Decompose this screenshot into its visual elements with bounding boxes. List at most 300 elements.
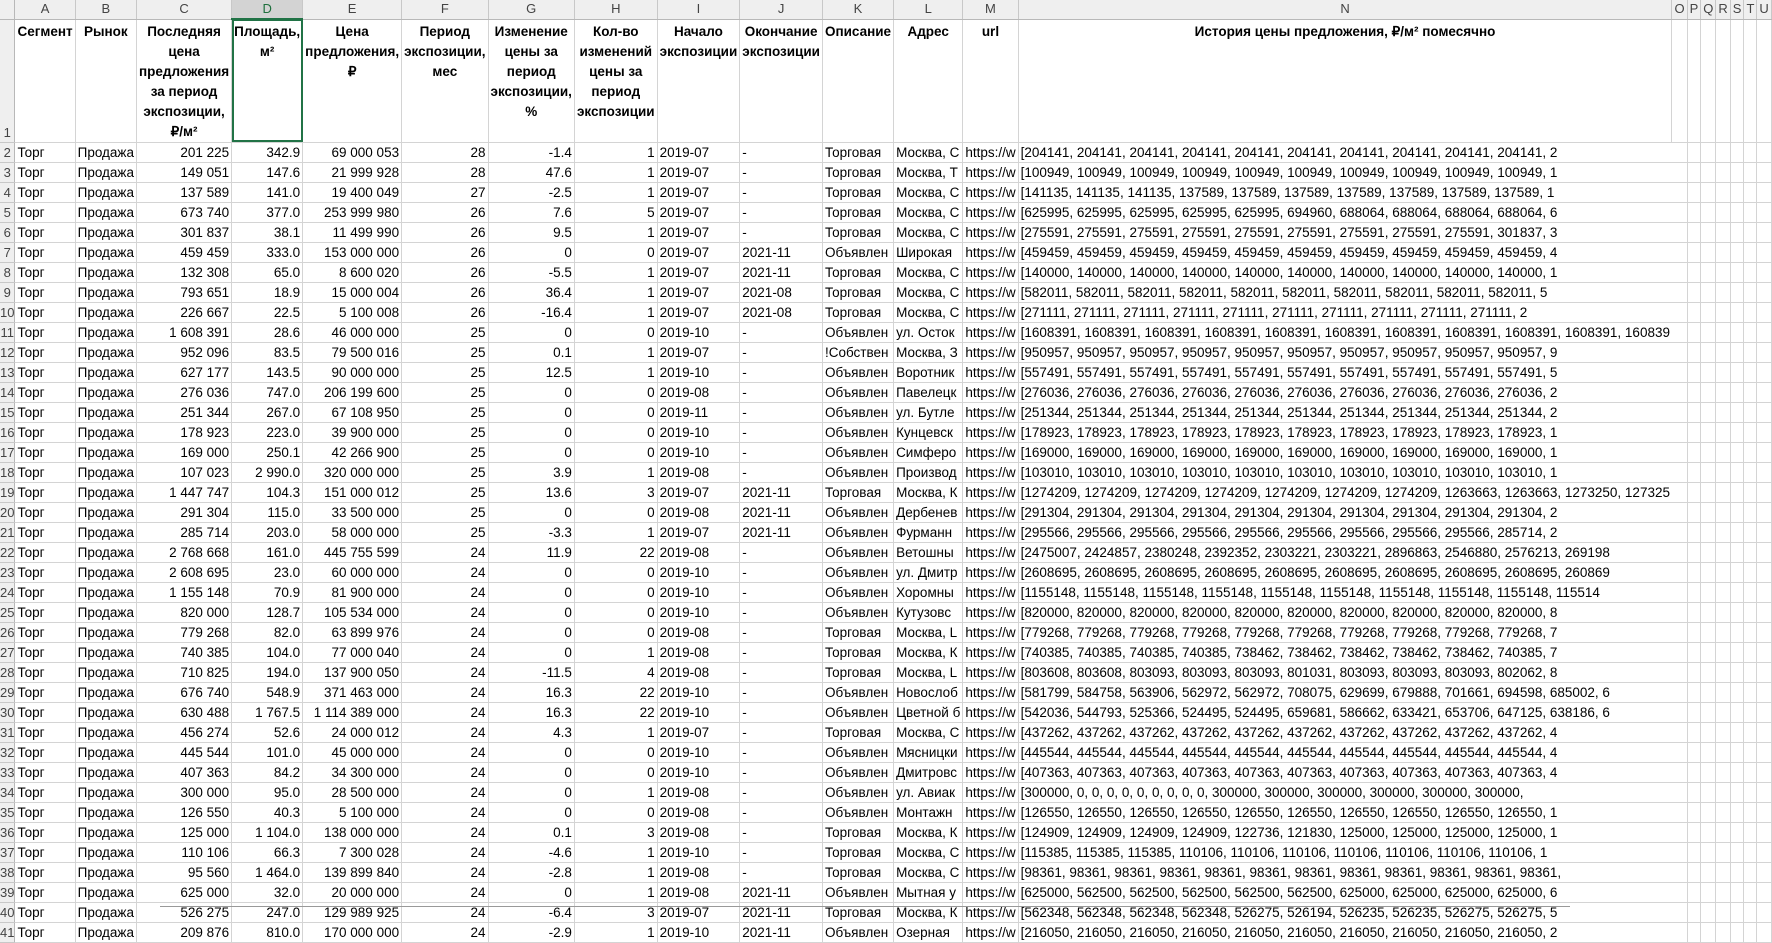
table-cell[interactable]: 151 000 012 <box>303 482 402 502</box>
table-cell[interactable]: [562348, 562348, 562348, 562348, 526275, 526194, 526235, 526235, 526275, 526275, 5 <box>1018 902 1672 922</box>
table-cell[interactable]: Хоромны <box>894 582 963 602</box>
table-cell[interactable]: Торговая <box>822 222 893 242</box>
header-cell[interactable] <box>1687 19 1701 142</box>
table-cell[interactable]: 2019-10 <box>657 682 740 702</box>
table-cell[interactable] <box>1701 482 1716 502</box>
table-cell[interactable]: [459459, 459459, 459459, 459459, 459459, 459459, 459459, 459459, 459459, 459459, 4 <box>1018 242 1672 262</box>
table-cell[interactable] <box>1757 522 1771 542</box>
table-cell[interactable]: Объявлен <box>822 682 893 702</box>
table-cell[interactable]: https://w <box>963 742 1018 762</box>
column-header-q[interactable]: Q <box>1701 0 1716 19</box>
table-cell[interactable]: 5 <box>574 202 657 222</box>
table-cell[interactable] <box>1701 682 1716 702</box>
row-header[interactable]: 15 <box>0 402 15 422</box>
table-cell[interactable]: Симферо <box>894 442 963 462</box>
table-cell[interactable]: Широкая <box>894 242 963 262</box>
table-cell[interactable]: 19 400 049 <box>303 182 402 202</box>
table-cell[interactable]: https://w <box>963 442 1018 462</box>
table-cell[interactable]: Торг <box>15 302 75 322</box>
table-cell[interactable]: 2019-08 <box>657 542 740 562</box>
table-cell[interactable]: 132 308 <box>136 262 231 282</box>
table-cell[interactable]: 0 <box>488 602 574 622</box>
table-cell[interactable]: - <box>740 402 823 422</box>
table-cell[interactable] <box>1744 142 1757 162</box>
table-cell[interactable]: - <box>740 602 823 622</box>
table-cell[interactable]: 251 344 <box>136 402 231 422</box>
header-cell[interactable]: url <box>963 19 1018 142</box>
table-cell[interactable]: - <box>740 142 823 162</box>
table-cell[interactable]: Продажа <box>75 922 136 942</box>
row-header[interactable]: 24 <box>0 582 15 602</box>
table-cell[interactable] <box>1757 502 1771 522</box>
table-cell[interactable]: -4.6 <box>488 842 574 862</box>
table-cell[interactable] <box>1672 202 1687 222</box>
table-cell[interactable] <box>1687 582 1701 602</box>
table-cell[interactable]: [820000, 820000, 820000, 820000, 820000, 820000, 820000, 820000, 820000, 820000, 8 <box>1018 602 1672 622</box>
table-cell[interactable]: 301 837 <box>136 222 231 242</box>
table-cell[interactable] <box>1687 542 1701 562</box>
table-cell[interactable]: [1274209, 1274209, 1274209, 1274209, 1274209, 1274209, 1274209, 1263663, 1263663, 1273250, 127325 <box>1018 482 1672 502</box>
table-cell[interactable]: 23.0 <box>232 562 303 582</box>
table-cell[interactable]: Торг <box>15 502 75 522</box>
table-cell[interactable]: https://w <box>963 682 1018 702</box>
table-cell[interactable]: 27 <box>402 182 488 202</box>
table-cell[interactable]: 0 <box>488 762 574 782</box>
table-cell[interactable]: 1 <box>574 362 657 382</box>
table-cell[interactable] <box>1757 802 1771 822</box>
table-cell[interactable]: Продажа <box>75 162 136 182</box>
table-cell[interactable] <box>1672 302 1687 322</box>
table-cell[interactable] <box>1757 202 1771 222</box>
table-cell[interactable]: 153 000 000 <box>303 242 402 262</box>
table-cell[interactable]: 1 <box>574 222 657 242</box>
table-cell[interactable]: 39 900 000 <box>303 422 402 442</box>
table-cell[interactable]: - <box>740 382 823 402</box>
table-cell[interactable]: 16.3 <box>488 682 574 702</box>
table-cell[interactable]: https://w <box>963 202 1018 222</box>
table-cell[interactable]: Торг <box>15 522 75 542</box>
column-header-o[interactable]: O <box>1672 0 1687 19</box>
table-cell[interactable] <box>1672 722 1687 742</box>
table-cell[interactable]: 149 051 <box>136 162 231 182</box>
table-cell[interactable]: Торг <box>15 922 75 942</box>
table-cell[interactable] <box>1716 562 1730 582</box>
table-cell[interactable]: 201 225 <box>136 142 231 162</box>
table-cell[interactable]: - <box>740 722 823 742</box>
table-cell[interactable] <box>1672 282 1687 302</box>
table-cell[interactable]: 0 <box>574 582 657 602</box>
table-cell[interactable] <box>1716 302 1730 322</box>
table-cell[interactable]: Продажа <box>75 142 136 162</box>
table-cell[interactable]: 2019-10 <box>657 842 740 862</box>
column-header-p[interactable]: P <box>1687 0 1701 19</box>
table-cell[interactable]: Объявлен <box>822 362 893 382</box>
table-cell[interactable]: [124909, 124909, 124909, 124909, 122736, 121830, 125000, 125000, 125000, 125000, 1 <box>1018 822 1672 842</box>
row-header[interactable]: 16 <box>0 422 15 442</box>
table-cell[interactable]: [169000, 169000, 169000, 169000, 169000, 169000, 169000, 169000, 169000, 169000, 1 <box>1018 442 1672 462</box>
table-cell[interactable]: Москва, L <box>894 622 963 642</box>
table-cell[interactable]: Торг <box>15 682 75 702</box>
table-cell[interactable]: 126 550 <box>136 802 231 822</box>
table-cell[interactable]: 342.9 <box>232 142 303 162</box>
table-cell[interactable] <box>1716 762 1730 782</box>
table-cell[interactable]: ул. Авиак <box>894 782 963 802</box>
table-cell[interactable] <box>1730 362 1744 382</box>
table-cell[interactable]: 276 036 <box>136 382 231 402</box>
header-cell[interactable]: Начало экспозиции <box>657 19 740 142</box>
table-cell[interactable]: [141135, 141135, 141135, 137589, 137589, 137589, 137589, 137589, 137589, 137589, 1 <box>1018 182 1672 202</box>
table-cell[interactable]: https://w <box>963 582 1018 602</box>
row-header[interactable]: 4 <box>0 182 15 202</box>
table-cell[interactable]: 625 000 <box>136 882 231 902</box>
table-cell[interactable]: -5.5 <box>488 262 574 282</box>
table-cell[interactable]: 0 <box>488 242 574 262</box>
table-cell[interactable]: 11.9 <box>488 542 574 562</box>
column-header-s[interactable]: S <box>1730 0 1744 19</box>
table-cell[interactable] <box>1687 702 1701 722</box>
table-cell[interactable]: - <box>740 662 823 682</box>
table-cell[interactable]: 223.0 <box>232 422 303 442</box>
table-cell[interactable]: Продажа <box>75 482 136 502</box>
header-cell[interactable] <box>1716 19 1730 142</box>
table-cell[interactable]: https://w <box>963 322 1018 342</box>
table-cell[interactable]: Новослоб <box>894 682 963 702</box>
table-cell[interactable] <box>1744 222 1757 242</box>
table-cell[interactable]: 21 999 928 <box>303 162 402 182</box>
table-cell[interactable] <box>1716 342 1730 362</box>
table-cell[interactable] <box>1672 142 1687 162</box>
table-cell[interactable]: -16.4 <box>488 302 574 322</box>
table-cell[interactable] <box>1687 662 1701 682</box>
table-cell[interactable]: 22 <box>574 682 657 702</box>
table-cell[interactable] <box>1672 362 1687 382</box>
table-cell[interactable]: 90 000 000 <box>303 362 402 382</box>
table-cell[interactable]: [1155148, 1155148, 1155148, 1155148, 1155148, 1155148, 1155148, 1155148, 1155148, 115514 <box>1018 582 1672 602</box>
table-cell[interactable]: 253 999 980 <box>303 202 402 222</box>
table-cell[interactable]: 740 385 <box>136 642 231 662</box>
table-cell[interactable]: -3.3 <box>488 522 574 542</box>
table-cell[interactable] <box>1744 542 1757 562</box>
header-cell[interactable] <box>1672 19 1687 142</box>
table-cell[interactable]: 28 500 000 <box>303 782 402 802</box>
table-cell[interactable]: Объявлен <box>822 922 893 942</box>
table-cell[interactable]: 630 488 <box>136 702 231 722</box>
table-cell[interactable] <box>1757 842 1771 862</box>
table-cell[interactable] <box>1730 902 1744 922</box>
table-cell[interactable]: Торг <box>15 602 75 622</box>
table-cell[interactable]: 2019-07 <box>657 222 740 242</box>
table-cell[interactable]: 2019-10 <box>657 442 740 462</box>
table-cell[interactable]: - <box>740 822 823 842</box>
table-cell[interactable] <box>1701 502 1716 522</box>
table-cell[interactable]: Продажа <box>75 602 136 622</box>
table-cell[interactable] <box>1757 142 1771 162</box>
table-cell[interactable]: https://w <box>963 162 1018 182</box>
column-header-e[interactable]: E <box>303 0 402 19</box>
table-cell[interactable] <box>1687 282 1701 302</box>
table-cell[interactable]: - <box>740 182 823 202</box>
table-cell[interactable] <box>1701 802 1716 822</box>
table-cell[interactable]: - <box>740 782 823 802</box>
table-cell[interactable] <box>1716 322 1730 342</box>
table-cell[interactable]: Объявлен <box>822 582 893 602</box>
table-cell[interactable]: 8 600 020 <box>303 262 402 282</box>
table-cell[interactable]: 0 <box>488 402 574 422</box>
table-cell[interactable] <box>1757 162 1771 182</box>
table-cell[interactable]: 143.5 <box>232 362 303 382</box>
header-cell[interactable]: Кол-во изменений цены за период экспозиции <box>574 19 657 142</box>
table-cell[interactable] <box>1672 642 1687 662</box>
table-cell[interactable]: 2 990.0 <box>232 462 303 482</box>
table-cell[interactable]: 320 000 000 <box>303 462 402 482</box>
table-cell[interactable]: Москва, С <box>894 222 963 242</box>
table-cell[interactable]: [300000, 0, 0, 0, 0, 0, 0, 0, 0, 0, 300000, 300000, 300000, 300000, 300000, 300000, <box>1018 782 1672 802</box>
table-cell[interactable]: 2019-10 <box>657 582 740 602</box>
table-cell[interactable]: [216050, 216050, 216050, 216050, 216050, 216050, 216050, 216050, 216050, 216050, 2 <box>1018 922 1672 942</box>
table-cell[interactable] <box>1757 882 1771 902</box>
column-header-k[interactable]: K <box>822 0 893 19</box>
table-cell[interactable] <box>1757 322 1771 342</box>
table-cell[interactable]: 2019-08 <box>657 622 740 642</box>
row-header[interactable]: 18 <box>0 462 15 482</box>
table-cell[interactable]: 1 155 148 <box>136 582 231 602</box>
table-cell[interactable]: 0 <box>574 602 657 622</box>
table-cell[interactable]: 676 740 <box>136 682 231 702</box>
header-cell[interactable] <box>1730 19 1744 142</box>
table-cell[interactable]: - <box>740 842 823 862</box>
table-cell[interactable]: 83.5 <box>232 342 303 362</box>
table-cell[interactable]: Торг <box>15 622 75 642</box>
table-cell[interactable]: Торг <box>15 702 75 722</box>
table-cell[interactable] <box>1687 622 1701 642</box>
table-cell[interactable] <box>1730 822 1744 842</box>
table-cell[interactable] <box>1672 882 1687 902</box>
table-cell[interactable]: [779268, 779268, 779268, 779268, 779268, 779268, 779268, 779268, 779268, 779268, 7 <box>1018 622 1672 642</box>
table-cell[interactable] <box>1687 902 1701 922</box>
table-cell[interactable]: 1 <box>574 882 657 902</box>
table-cell[interactable]: 104.3 <box>232 482 303 502</box>
table-cell[interactable]: Торговая <box>822 842 893 862</box>
table-cell[interactable]: 24 <box>402 662 488 682</box>
table-cell[interactable]: Торг <box>15 342 75 362</box>
table-cell[interactable]: https://w <box>963 702 1018 722</box>
table-cell[interactable]: 0 <box>488 562 574 582</box>
table-cell[interactable]: -1.4 <box>488 142 574 162</box>
table-cell[interactable] <box>1744 742 1757 762</box>
table-cell[interactable] <box>1687 722 1701 742</box>
table-cell[interactable] <box>1744 402 1757 422</box>
table-cell[interactable] <box>1757 922 1771 942</box>
table-cell[interactable]: Торг <box>15 782 75 802</box>
table-cell[interactable] <box>1730 502 1744 522</box>
table-cell[interactable]: https://w <box>963 222 1018 242</box>
table-cell[interactable] <box>1672 842 1687 862</box>
table-cell[interactable]: 0.1 <box>488 822 574 842</box>
table-cell[interactable]: Торг <box>15 722 75 742</box>
table-cell[interactable]: 11 499 990 <box>303 222 402 242</box>
table-cell[interactable]: 25 <box>402 362 488 382</box>
table-cell[interactable]: 24 <box>402 702 488 722</box>
table-cell[interactable] <box>1672 502 1687 522</box>
table-cell[interactable] <box>1687 802 1701 822</box>
table-cell[interactable]: 26 <box>402 202 488 222</box>
table-cell[interactable]: 267.0 <box>232 402 303 422</box>
table-cell[interactable] <box>1687 862 1701 882</box>
table-cell[interactable]: 26 <box>402 222 488 242</box>
row-header[interactable]: 40 <box>0 902 15 922</box>
table-cell[interactable]: -11.5 <box>488 662 574 682</box>
table-cell[interactable] <box>1716 542 1730 562</box>
table-cell[interactable] <box>1687 922 1701 942</box>
row-header[interactable]: 22 <box>0 542 15 562</box>
table-cell[interactable]: Москва, С <box>894 182 963 202</box>
table-cell[interactable] <box>1687 322 1701 342</box>
table-cell[interactable]: 115.0 <box>232 502 303 522</box>
table-cell[interactable] <box>1744 162 1757 182</box>
table-cell[interactable]: 2021-08 <box>740 302 823 322</box>
table-cell[interactable]: - <box>740 682 823 702</box>
table-cell[interactable]: Торговая <box>822 282 893 302</box>
table-cell[interactable]: 69 000 053 <box>303 142 402 162</box>
table-cell[interactable]: Торг <box>15 182 75 202</box>
table-cell[interactable]: Торг <box>15 222 75 242</box>
table-cell[interactable]: 1 <box>574 262 657 282</box>
table-cell[interactable]: 138 000 000 <box>303 822 402 842</box>
table-cell[interactable]: https://w <box>963 722 1018 742</box>
table-cell[interactable] <box>1701 202 1716 222</box>
table-cell[interactable]: https://w <box>963 902 1018 922</box>
table-cell[interactable]: 2019-08 <box>657 662 740 682</box>
table-cell[interactable]: - <box>740 562 823 582</box>
table-cell[interactable] <box>1701 662 1716 682</box>
table-cell[interactable]: https://w <box>963 342 1018 362</box>
table-cell[interactable]: [275591, 275591, 275591, 275591, 275591, 275591, 275591, 275591, 275591, 301837, 3 <box>1018 222 1672 242</box>
table-cell[interactable] <box>1701 302 1716 322</box>
table-cell[interactable]: - <box>740 742 823 762</box>
table-cell[interactable]: 25 <box>402 462 488 482</box>
table-cell[interactable]: Объявлен <box>822 242 893 262</box>
table-cell[interactable] <box>1757 222 1771 242</box>
table-cell[interactable]: Торг <box>15 742 75 762</box>
table-cell[interactable]: [126550, 126550, 126550, 126550, 126550, 126550, 126550, 126550, 126550, 126550, 1 <box>1018 802 1672 822</box>
header-cell[interactable]: Окончание экспозиции <box>740 19 823 142</box>
table-cell[interactable]: 1 <box>574 162 657 182</box>
table-cell[interactable]: 2019-08 <box>657 782 740 802</box>
table-cell[interactable] <box>1744 562 1757 582</box>
table-cell[interactable] <box>1757 382 1771 402</box>
table-cell[interactable] <box>1716 782 1730 802</box>
table-cell[interactable]: 139 899 840 <box>303 862 402 882</box>
table-cell[interactable]: 2 768 668 <box>136 542 231 562</box>
table-cell[interactable]: 60 000 000 <box>303 562 402 582</box>
table-cell[interactable]: Объявлен <box>822 402 893 422</box>
table-cell[interactable]: 52.6 <box>232 722 303 742</box>
table-cell[interactable]: https://w <box>963 242 1018 262</box>
row-header[interactable]: 26 <box>0 622 15 642</box>
table-cell[interactable] <box>1757 682 1771 702</box>
table-cell[interactable]: Торговая <box>822 262 893 282</box>
table-cell[interactable]: Объявлен <box>822 502 893 522</box>
column-header-a[interactable]: A <box>15 0 75 19</box>
table-cell[interactable] <box>1716 862 1730 882</box>
table-cell[interactable]: 0 <box>488 582 574 602</box>
table-cell[interactable]: ул. Бутле <box>894 402 963 422</box>
table-cell[interactable] <box>1730 282 1744 302</box>
table-cell[interactable] <box>1757 662 1771 682</box>
table-cell[interactable]: 2019-10 <box>657 562 740 582</box>
table-cell[interactable]: [100949, 100949, 100949, 100949, 100949, 100949, 100949, 100949, 100949, 100949, 1 <box>1018 162 1672 182</box>
table-cell[interactable] <box>1744 362 1757 382</box>
table-cell[interactable]: 161.0 <box>232 542 303 562</box>
table-cell[interactable]: Москва, С <box>894 842 963 862</box>
table-cell[interactable] <box>1716 382 1730 402</box>
table-cell[interactable] <box>1730 522 1744 542</box>
table-cell[interactable]: Торговая <box>822 662 893 682</box>
table-cell[interactable]: 32.0 <box>232 882 303 902</box>
table-cell[interactable]: https://w <box>963 662 1018 682</box>
table-cell[interactable]: Торг <box>15 362 75 382</box>
table-cell[interactable]: https://w <box>963 922 1018 942</box>
table-cell[interactable]: 0 <box>574 242 657 262</box>
header-cell[interactable]: Сегмент <box>15 19 75 142</box>
table-cell[interactable] <box>1757 482 1771 502</box>
table-cell[interactable] <box>1687 362 1701 382</box>
table-cell[interactable]: Торговая <box>822 642 893 662</box>
table-cell[interactable]: - <box>740 362 823 382</box>
table-cell[interactable]: Торг <box>15 642 75 662</box>
table-cell[interactable]: 24 <box>402 762 488 782</box>
table-cell[interactable] <box>1744 262 1757 282</box>
table-cell[interactable]: - <box>740 222 823 242</box>
table-cell[interactable] <box>1744 382 1757 402</box>
row-header[interactable]: 33 <box>0 762 15 782</box>
table-cell[interactable]: 84.2 <box>232 762 303 782</box>
row-header[interactable]: 25 <box>0 602 15 622</box>
table-cell[interactable]: Продажа <box>75 562 136 582</box>
table-cell[interactable]: 2019-10 <box>657 742 740 762</box>
table-cell[interactable] <box>1744 582 1757 602</box>
table-cell[interactable]: 0 <box>574 562 657 582</box>
table-cell[interactable]: Продажа <box>75 702 136 722</box>
table-cell[interactable]: 3.9 <box>488 462 574 482</box>
row-header[interactable]: 12 <box>0 342 15 362</box>
column-header-d[interactable]: D <box>232 0 303 19</box>
row-header[interactable]: 7 <box>0 242 15 262</box>
table-cell[interactable]: Продажа <box>75 722 136 742</box>
table-cell[interactable] <box>1744 422 1757 442</box>
table-cell[interactable]: [740385, 740385, 740385, 740385, 738462, 738462, 738462, 738462, 738462, 740385, 7 <box>1018 642 1672 662</box>
table-cell[interactable] <box>1730 882 1744 902</box>
table-cell[interactable] <box>1757 422 1771 442</box>
table-cell[interactable] <box>1672 442 1687 462</box>
table-cell[interactable]: !Собствен <box>822 342 893 362</box>
table-cell[interactable]: Москва, Т <box>894 162 963 182</box>
table-cell[interactable]: 33 500 000 <box>303 502 402 522</box>
table-cell[interactable] <box>1730 182 1744 202</box>
table-cell[interactable]: Объявлен <box>822 602 893 622</box>
table-cell[interactable] <box>1701 182 1716 202</box>
table-cell[interactable] <box>1757 862 1771 882</box>
table-cell[interactable]: https://w <box>963 382 1018 402</box>
table-cell[interactable]: 371 463 000 <box>303 682 402 702</box>
table-cell[interactable] <box>1730 782 1744 802</box>
table-cell[interactable] <box>1716 362 1730 382</box>
table-cell[interactable]: https://w <box>963 502 1018 522</box>
table-cell[interactable] <box>1687 262 1701 282</box>
table-cell[interactable]: Продажа <box>75 462 136 482</box>
table-cell[interactable] <box>1744 462 1757 482</box>
table-cell[interactable]: Продажа <box>75 662 136 682</box>
